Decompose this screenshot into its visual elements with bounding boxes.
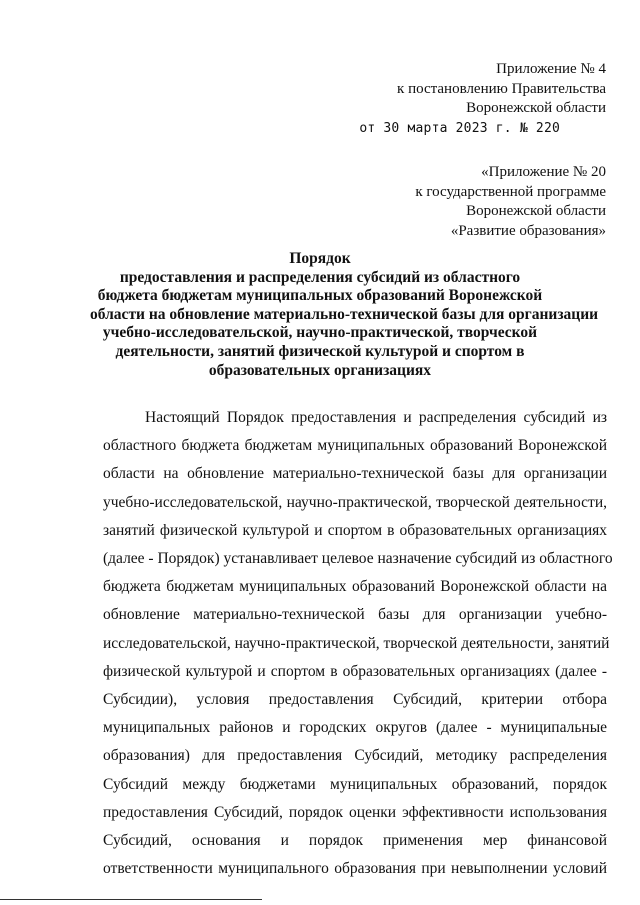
title-line: области на обновление материально-технической базы для организации [90, 305, 599, 323]
appendix-reference: к постановлению Правительства [397, 80, 606, 97]
paragraph-line: области на обновление материально-технической базы для организации [103, 465, 607, 483]
program-appendix-number: «Приложение № 20 [481, 164, 606, 180]
appendix-20-header [276, 163, 606, 241]
paragraph-line: физической культурой и спортом в образовательных организациях (далее - [103, 662, 607, 680]
title-line: бюджета бюджетам муниципальных образований Воронежской [97, 287, 543, 305]
program-name: «Развитие образования» [450, 222, 606, 239]
paragraph-line: предоставления Субсидий, порядок оценки эффективности использования [103, 803, 607, 821]
paragraph-line: занятий физической культурой и спортом в образовательных организациях [103, 521, 607, 539]
paragraph-line: областного бюджета бюджетам муниципальных образований Воронежской [103, 437, 607, 455]
title-line: предоставления и распределения субсидий из областного [119, 268, 521, 286]
decree-date-stamp: от 30 марта 2023 г. № 220 [359, 120, 560, 136]
program-region: Воронежской области [466, 203, 606, 219]
appendix-region: Воронежской области [466, 100, 606, 116]
paragraph-line: (далее - Порядок) устанавливает целевое назначение субсидий из областного [103, 550, 613, 568]
paragraph-line: ответственности муниципального образования при невыполнении условий [103, 860, 607, 878]
paragraph-line: обновление материально-технической базы для организации учебно- [103, 606, 607, 624]
paragraph-line: бюджета бюджетам муниципальных образований Воронежской области на [103, 578, 607, 596]
paragraph-line: Субсидий, основания и порядок применения мер финансовой [103, 832, 607, 850]
title-line: образовательных организациях [208, 361, 432, 379]
title-line: учебно-исследовательской, научно-практической, творческой [102, 324, 538, 342]
paragraph-line: муниципальных районов и городских округов (далее - муниципальные [103, 719, 607, 737]
body-paragraph [103, 404, 613, 883]
paragraph-line: исследовательской, научно-практической, творческой деятельности, занятий [103, 634, 610, 652]
appendix-4-header [276, 60, 606, 138]
paragraph-line: Настоящий Порядок предоставления и распределения субсидий из [145, 409, 607, 426]
appendix-number: Приложение № 4 [496, 61, 606, 77]
title-heading: Порядок [289, 250, 351, 267]
document-title [90, 250, 599, 380]
paragraph-line: образования) для предоставления Субсидий, методику распределения [103, 747, 607, 765]
paragraph-line: учебно-исследовательской, научно-практической, творческой деятельности, [103, 493, 607, 511]
paragraph-line: Субсидий между бюджетами муниципальных образований, порядок [103, 775, 607, 793]
title-line: деятельности, занятий физической культурой и спортом в [115, 342, 525, 360]
paragraph-line: Субсидии), условия предоставления Субсидий, критерии отбора [103, 691, 607, 709]
program-reference: к государственной программе [415, 183, 606, 200]
footnote-divider [0, 899, 262, 900]
